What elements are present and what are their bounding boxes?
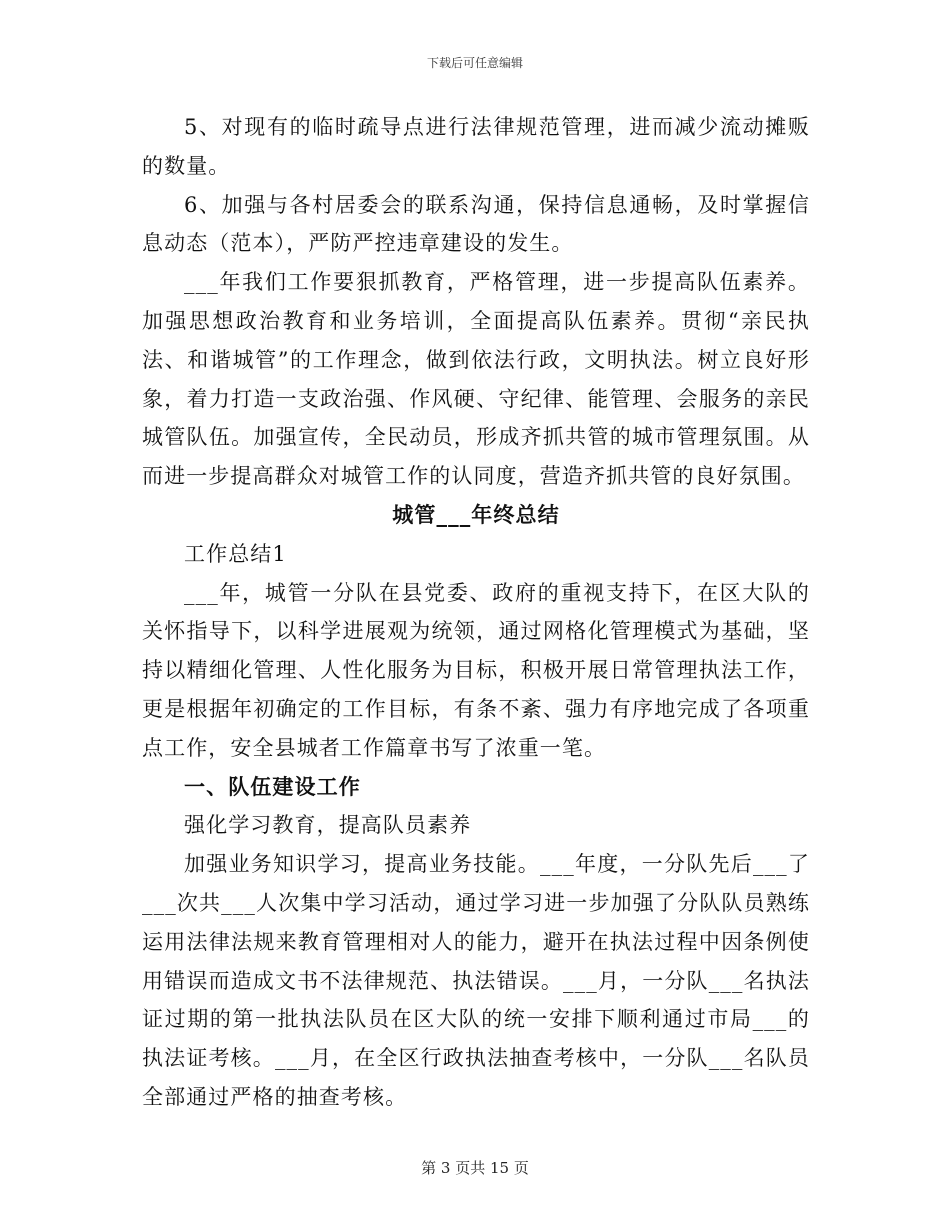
paragraph-item-6: 6、加强与各村居委会的联系沟通，保持信息通畅，及时掌握信息动态（范本），严防严控违章建设的发生。: [142, 192, 810, 256]
paragraph-work-plan: ___年我们工作要狠抓教育，严格管理，进一步提高队伍素养。加强思想政治教育和业务培训，全面提高队伍素养。贯彻“亲民执法、和谐城管”的工作理念，做到依法行政，文明执法。树立良好形象，着力打造一支政治强、作风硬、守纪律、能管理、会服务的亲民城管队伍。加强宣传，全民动员，形成齐抓共管的城市管理氛围。从而进一步提高群众对城管工作的认同度，营造齐抓共管的良好氛围。: [142, 270, 810, 489]
paragraph-detail: 加强业务知识学习，提高业务技能。___年度，一分队先后___了___次共___人次集中学习活动，通过学习进一步加强了分队队员熟练运用法律法规来教育管理相对人的能力，避开在执法过程中因条例使用错误而造成文书不法律规范、执法错误。___月，一分队___名执法证过期的第一批执法队员在区大队的统一安排下顺利通过市局___的执法证考核。___月，在全区行政执法抽查考核中，一分队___名队员全部通过严格的抽查考核。: [142, 852, 810, 1109]
paragraph-item-5: 5、对现有的临时疏导点进行法律规范管理，进而减少流动摊贩的数量。: [142, 115, 810, 178]
document-title: 城管___年终总结: [392, 501, 560, 527]
subtitle-work-summary: 工作总结1: [184, 541, 287, 566]
paragraph-intro: ___年，城管一分队在县党委、政府的重视支持下，在区大队的关怀指导下，以科学进展观为统领，通过网格化管理模式为基础，坚持以精细化管理、人性化服务为目标，积极开展日常管理执法工作，更是根据年初确定的工作目标，有条不紊、强力有序地完成了各项重点工作，安全县城者工作篇章书写了浓重一笔。: [142, 580, 810, 760]
page-footer: 第 3 页共 15 页: [421, 1159, 529, 1177]
page-header: 下载后可任意编辑: [426, 56, 523, 70]
subsection-heading: 强化学习教育，提高队员素养: [184, 813, 472, 838]
section-heading: 一、队伍建设工作: [184, 773, 361, 799]
document-body: [142, 108, 810, 1117]
